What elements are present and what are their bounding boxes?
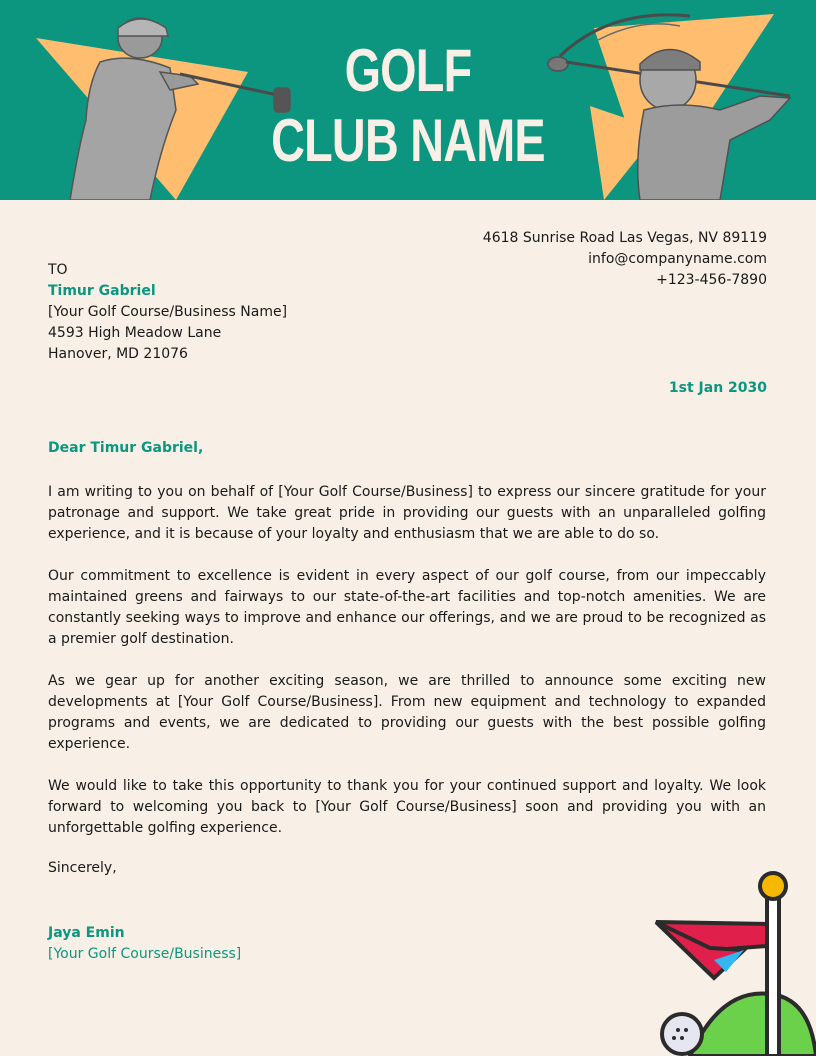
club-title-line2: CLUB NAME [271, 107, 545, 174]
recipient-block [48, 260, 287, 365]
closing: Sincerely, [48, 860, 117, 876]
signer-name: Jaya Emin [48, 925, 125, 941]
recipient-city: Hanover, MD 21076 [48, 346, 188, 362]
letter-date: 1st Jan 2030 [668, 380, 767, 396]
header-banner [0, 0, 816, 200]
sender-email[interactable]: info@companyname.com [588, 251, 767, 267]
signer-company: [Your Golf Course/Business] [48, 946, 242, 962]
salutation: Dear Timur Gabriel, [48, 440, 204, 456]
green-mound [690, 994, 816, 1056]
club-title-line1: GOLF [344, 37, 472, 104]
body-paragraph: We would like to take this opportunity to thank you for your continued support and loyalty. We look forward to welcoming you back to [Your Golf Course/Business] soon and providing you with an unforgettable golfing experience. [48, 778, 766, 836]
body-paragraph: As we gear up for another exciting season, we are thrilled to announce some exciting new developments at [Your Golf Course/Business]. From new equipment and technology to expanded programs and events, we are dedicated to providing our guests with the best possible golfing experience. [48, 673, 766, 752]
golf-flag-hole-icon [650, 868, 816, 1056]
to-label: TO [48, 262, 68, 278]
body-paragraph: I am writing to you on behalf of [Your Golf Course/Business] to express our sincere gratitude for your patronage and support. We take great pride in providing our guests with an unparalleled golfing experience, and it is because of your loyalty and enthusiasm that we are able to do so. [48, 484, 766, 542]
recipient-name: Timur Gabriel [48, 283, 156, 299]
sender-phone: +123-456-7890 [656, 272, 767, 288]
sender-address: 4618 Sunrise Road Las Vegas, NV 89119 [482, 230, 767, 246]
golf-ball [662, 1014, 702, 1054]
recipient-company: [Your Golf Course/Business Name] [48, 304, 288, 320]
pole-ball [760, 873, 786, 899]
flag-pole [767, 892, 779, 1056]
sender-info [483, 228, 767, 291]
letter-body [48, 482, 766, 860]
body-paragraph: Our commitment to excellence is evident in every aspect of our golf course, from our impeccably maintained greens and fairways to our state-of-the-art facilities and top-notch amenities. We are constantly seeking ways to improve and enhance our offerings, and we are proud to be recognized as a premier golf destination. [48, 568, 766, 647]
recipient-street: 4593 High Meadow Lane [48, 325, 222, 341]
signature-block [48, 923, 241, 965]
